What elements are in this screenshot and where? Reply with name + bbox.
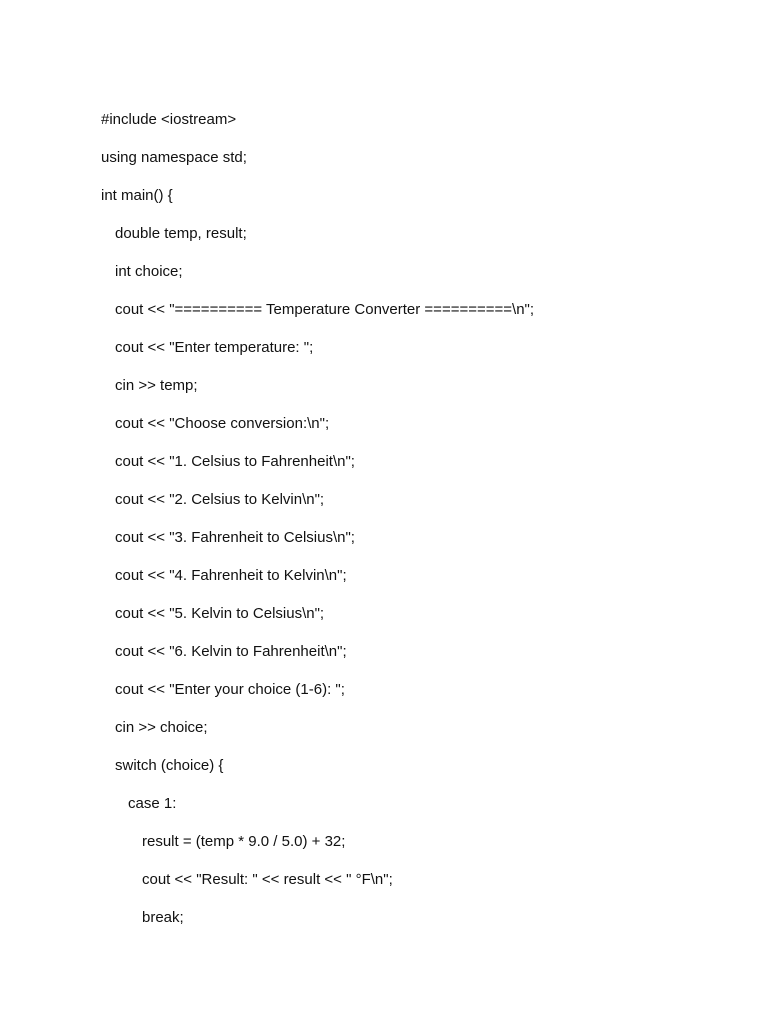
code-line: cout << "Enter your choice (1-6): "; (115, 681, 345, 698)
code-line: cout << "3. Fahrenheit to Celsius\n"; (115, 529, 355, 546)
code-line: switch (choice) { (115, 757, 224, 774)
code-line: result = (temp * 9.0 / 5.0) + 32; (142, 833, 346, 850)
code-line: cout << "Enter temperature: "; (115, 339, 314, 356)
code-line: cout << "5. Kelvin to Celsius\n"; (115, 605, 325, 622)
code-line: cin >> temp; (115, 377, 198, 394)
code-line: double temp, result; (115, 225, 247, 242)
code-line: cout << "6. Kelvin to Fahrenheit\n"; (115, 643, 347, 660)
code-line: cout << "2. Celsius to Kelvin\n"; (115, 491, 325, 508)
code-line: cout << "Result: " << result << " °F\n"; (142, 871, 393, 888)
code-line: break; (142, 909, 184, 926)
code-listing (101, 110, 534, 946)
code-line: using namespace std; (101, 149, 247, 166)
code-line: int choice; (115, 263, 183, 280)
code-line: case 1: (128, 795, 177, 812)
code-line: #include <iostream> (101, 111, 237, 128)
code-line: cin >> choice; (115, 719, 208, 736)
code-line: cout << "Choose conversion:\n"; (115, 415, 330, 432)
code-line: int main() { (101, 187, 173, 204)
code-line: cout << "========== Temperature Converter ==========\n"; (115, 301, 535, 318)
code-line: cout << "4. Fahrenheit to Kelvin\n"; (115, 567, 347, 584)
code-line: cout << "1. Celsius to Fahrenheit\n"; (115, 453, 355, 470)
